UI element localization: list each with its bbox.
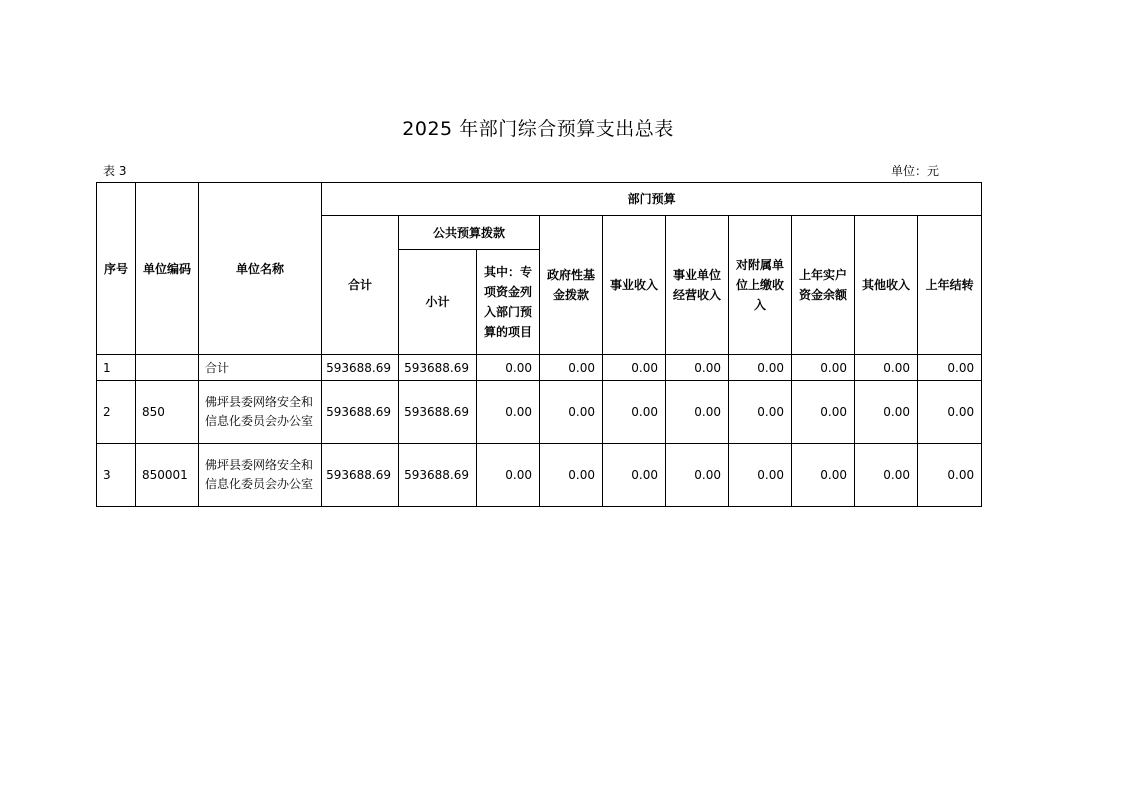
header-biz-income: 事业收入: [603, 216, 666, 355]
table-number: 表 3: [103, 164, 127, 178]
cell-biz-income: 0.00: [603, 355, 666, 381]
header-subtotal: 小计: [399, 250, 477, 355]
cell-other-income: 0.00: [855, 355, 918, 381]
cell-carryover: 0.00: [918, 444, 982, 507]
cell-last-balance: 0.00: [792, 444, 855, 507]
cell-subtotal: 593688.69: [399, 381, 477, 444]
cell-total: 593688.69: [322, 355, 399, 381]
cell-biz-income: 0.00: [603, 444, 666, 507]
cell-seq: 2: [97, 381, 136, 444]
cell-subtotal: 593688.69: [399, 444, 477, 507]
cell-carryover: 0.00: [918, 355, 982, 381]
cell-gov-fund: 0.00: [540, 444, 603, 507]
header-affiliated: 对附属单位上缴收入: [729, 216, 792, 355]
cell-biz-unit-op: 0.00: [666, 355, 729, 381]
cell-biz-unit-op: 0.00: [666, 381, 729, 444]
header-total: 合计: [322, 216, 399, 355]
cell-special: 0.00: [477, 355, 540, 381]
header-other-income: 其他收入: [855, 216, 918, 355]
cell-other-income: 0.00: [855, 444, 918, 507]
cell-total: 593688.69: [322, 381, 399, 444]
cell-last-balance: 0.00: [792, 381, 855, 444]
cell-code: 850: [136, 381, 199, 444]
cell-affiliated: 0.00: [729, 355, 792, 381]
header-name: 单位名称: [199, 183, 322, 355]
cell-affiliated: 0.00: [729, 444, 792, 507]
cell-affiliated: 0.00: [729, 381, 792, 444]
cell-name: 佛坪县委网络安全和信息化委员会办公室: [199, 444, 322, 507]
cell-code: 850001: [136, 444, 199, 507]
cell-gov-fund: 0.00: [540, 381, 603, 444]
cell-special: 0.00: [477, 381, 540, 444]
header-code: 单位编码: [136, 183, 199, 355]
header-carryover: 上年结转: [918, 216, 982, 355]
cell-gov-fund: 0.00: [540, 355, 603, 381]
cell-seq: 1: [97, 355, 136, 381]
cell-seq: 3: [97, 444, 136, 507]
budget-table: [96, 182, 982, 507]
cell-biz-unit-op: 0.00: [666, 444, 729, 507]
cell-special: 0.00: [477, 444, 540, 507]
cell-other-income: 0.00: [855, 381, 918, 444]
cell-name: 合计: [199, 355, 322, 381]
table-row: [97, 444, 982, 507]
header-last-balance: 上年实户资金余额: [792, 216, 855, 355]
header-seq: 序号: [97, 183, 136, 355]
cell-code: [136, 355, 199, 381]
header-special: 其中：专项资金列入部门预算的项目: [477, 250, 540, 355]
cell-total: 593688.69: [322, 444, 399, 507]
cell-carryover: 0.00: [918, 381, 982, 444]
header-public-grant: 公共预算拨款: [399, 216, 540, 250]
header-biz-unit-op: 事业单位经营收入: [666, 216, 729, 355]
table-row: [97, 355, 982, 381]
cell-last-balance: 0.00: [792, 355, 855, 381]
cell-subtotal: 593688.69: [399, 355, 477, 381]
page-title: 2025 年部门综合预算支出总表: [402, 118, 674, 140]
header-dept-budget: 部门预算: [322, 183, 982, 216]
table-row: [97, 381, 982, 444]
cell-biz-income: 0.00: [603, 381, 666, 444]
cell-name: 佛坪县委网络安全和信息化委员会办公室: [199, 381, 322, 444]
header-gov-fund: 政府性基金拨款: [540, 216, 603, 355]
unit-label: 单位：元: [891, 164, 940, 178]
